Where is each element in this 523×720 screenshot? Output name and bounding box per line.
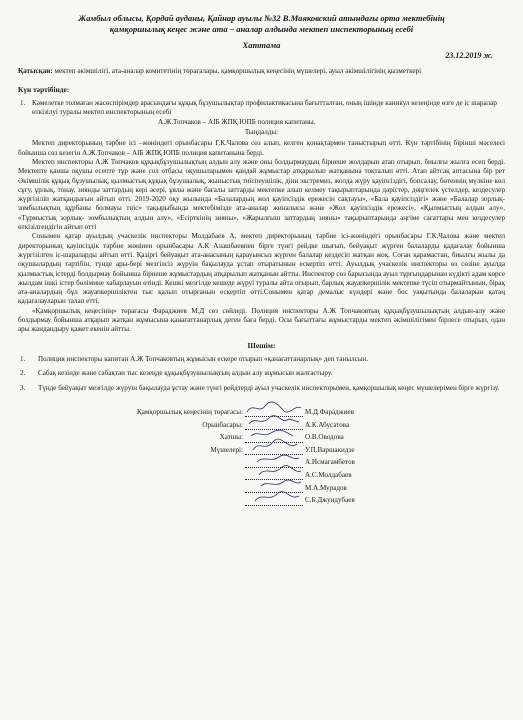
paragraph-4: «Қамқоршылық кеңесінің» төрағасы Фараджиев М.Д сөз сөйледі. Полиция инспекторы А.Ж Топчаковтың құқықбұзушылықтың алдын-алу және болдырмау бойынша атқарып жатқан жұмысына қанағаттанарлық деген баға берді. Осы бағыттағы жұмыстарды мектеп әкімшілігімен бірлесе отырып, одан ары жандандыру қажет екенін айтты. <box>18 306 505 334</box>
paragraph-2: Мектеп инспекторы А.Ж Топчаков құқықбұзушылықтың алдын алу және оны болдырмаудың бірнеше жолдарын атап отырып, биылғы жылға есеп берді. Мектепте қанша оқушы есепте тұр және сол отбасы оқушыларымен қандай жұмыстар атқарылып жатқанына тоқталып өтті. Атап айтсақ аптасына бір рет Әкімшілік құқық бұзушылық, қылмыстық құқық бұзушылық, жыныстық тиіспеушілік, діни экстремиз, жолда жүру қауіпсіздігі, бопсалау, бөтеннің мүлкіне көл сұғу, ұрлық, тонау, зиянды заттардың кері әсері, ұялы және бағалы заттарды мектепке алып келмеу тақырыптарында дәрістер, дөңгелек үстелдер, кездесулер жүргізіліп жатқандығын айтып өтті. 2019-2020 оқу жылында «Балалардың жол қауіпсіздік ережесін сақтауы», «Бала қауіпсіздігі» және «Балалар зорлық-зомбылықтың құрбаны болмауы тиіс» тақырыбында мектебімізде ата-аналар жиналысы және «Жол қауіпсіздік ережесі», «Қылмыстың алдын алу», «Тұрмыстық зорлық- зомбылықтың алдын алу», «Есірткінің зияны», «Жарылғыш заттардың зияны» тақырыптарында әңгіме сағаттары мен кездесулер өткізілгендігін айтып өтті <box>18 157 505 232</box>
attendance <box>18 67 505 76</box>
signature-name: А.К.Абусатова <box>305 420 350 429</box>
agenda-speaker: А.Ж.Топчаков – АІБ ЖПҚ ЮПБ полиция капитаны. <box>158 117 316 126</box>
signature-role: Орынбасары: <box>202 420 243 429</box>
signature-name: О.В.Оводова <box>305 433 344 442</box>
decision-item <box>18 369 505 378</box>
decision-label: Шешім: <box>247 340 276 350</box>
decision-item-number: 2. <box>20 369 26 378</box>
agenda-item-number: 1. <box>20 99 26 108</box>
signature-line <box>245 496 303 506</box>
signature-role: Хатшы: <box>219 433 243 442</box>
attendance-label: Қатысқан: <box>18 66 53 75</box>
agenda-item-text: Кәмелетке толмаған жасөспірімдер арасындағы құқық бұзушылықтар профилактикасына бағытталған, оның ішінде каникул кезеңінде өзге де іс шаралар өткізілуі туралы мектеп инспекторының есебі <box>32 99 497 117</box>
signature-name: С.Б.Джундубаев <box>305 496 355 505</box>
signature-name: М.А.Мурадов <box>305 483 347 492</box>
signature-name: А.Исмагамбетов <box>305 458 355 467</box>
signature-role: Қамқоршылық кеңесінің төрағасы: <box>137 408 243 417</box>
decision-item-text: Сабақ кезінде және сабақтан тыс кезеңде құқықбұзушылықтың алдын алу жұмысын жалғастыру. <box>38 369 333 378</box>
decision-item <box>18 355 505 364</box>
decision-item-number: 1. <box>20 354 26 363</box>
heard-label: Тыңдалды: <box>244 128 279 137</box>
paragraph-1: Мектеп директорының тәрбие ісі –жөніндегі орынбасары Г.К.Чалова сөз алып, келген қонақтармен таныстырып өтті. Күн тәртібінің бірінші мәселесі бойынша сөз кезегін А.Ж.Топчаков – АІБ ЖПҚ ЮПБ полиция капитанына берді. <box>18 139 505 157</box>
attendance-text: мектеп әкімшілігі, ата-аналар комитетінің төрағалары, қамқоршылық кеңесінің мүшелері, ауыл әкімшілігінің қызметкері <box>52 66 422 75</box>
decision-item-text: Түнде бейуақыт мезгілде жүруін бақылауда ұстау және түнгі рейдтерді ауыл учаскелік инспекторымен, қамқоршылық кеңес мүшелерімен бірге жүргізу. <box>38 383 500 392</box>
signature-role: Мүшелері: <box>210 445 243 454</box>
header-line-2: қамқоршылық кеңес және ата – аналар алдында мектеп инспекторының есебі <box>109 24 414 34</box>
signature-name: У.П.Варшакидзе <box>305 445 355 454</box>
paragraph-3: Сонымен қатар ауылдың учаскелік инспекторы Молдабаев А, мектеп директорының тәрбие ісі-жөніндегі орынбасары Г.К.Чалова және мектеп директорының қауіпсіздік тәрбие жөнінен орынбасары А.К Алашбаевпен бірге түнгі рейдке шығып, бейуақыт жүрген балаларды қадағалау бойынша жүргізілген іс-шараларды айтып өтті. Қазіргі бейуақыт ата-анасының қарауынсыз жүрген балалар кездесіп жатқан жоқ. Соған қарамастан, биылғы жылы да оқушылардың тәртібін, түнде ары-бері мезгілсіз жүруін бақылауда ұстап отыратынын ескертіп өтті. Ауылдық учаскелік инспекторы өз сөзіне ауылда қылмыстық істерді болдырмау бойынша бірнеше жұмыстардың атқарылып жатқанын айтты. Инспектор сөз барысында ауыл тұрғындарынан күдікті адам көрсе жылдам ішкі істер бөлімине хабарлауын өтінді. Кешкі мезгілде кешеде жүруі туралы айта отырып, барлық жауапкершілік мектепке түсіп отырмайтынын, бірақ ата-аналардың бұл жауапкершіліктен тыс қалып отырғанын ескертіп өтті.Сонымен қатар демалыс күндері және бос уақытында балаларын қатаң қадағалауларын талап етті. <box>18 232 505 306</box>
document-title: Хаттама <box>242 40 281 50</box>
document-date: 23.12.2019 ж. <box>445 51 493 61</box>
header-line-1: Жамбыл облысы, Қордай ауданы, Қайнар ауылы №32 В.Маяковский атындағы орта мектебінің <box>78 13 445 23</box>
decision-item <box>18 384 505 393</box>
signature-name: А.С.Молдабаев <box>305 471 352 480</box>
signature-name: М.Д.Фараджиев <box>305 408 354 417</box>
decision-item-text: Полиция инспекторы капитан А.Ж Топчаковтың жұмысын ескере отырып «қанағаттанарлық» деп танылсын. <box>38 354 369 363</box>
agenda-label: Күн тәртібінде: <box>18 84 70 94</box>
handwritten-signature <box>243 489 305 505</box>
decision-item-number: 3. <box>20 383 26 392</box>
signature-row <box>18 493 505 506</box>
document-header <box>24 13 499 35</box>
signature-block <box>18 405 505 506</box>
agenda-item <box>18 99 505 118</box>
